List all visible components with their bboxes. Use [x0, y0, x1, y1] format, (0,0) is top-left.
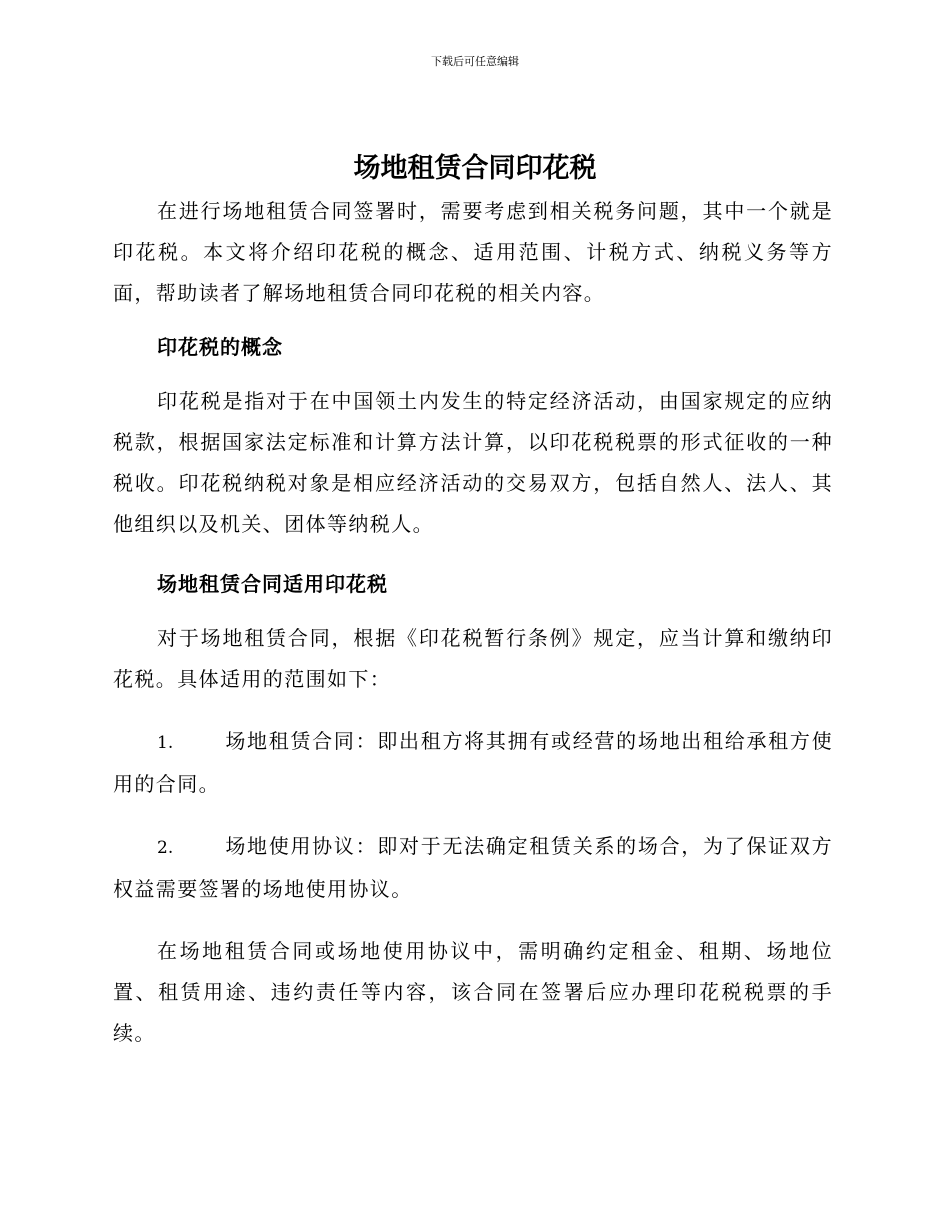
header-note: 下载后可任意编辑	[431, 55, 519, 68]
closing-paragraph: 在场地租赁合同或场地使用协议中，需明确约定租金、租期、场地位置、租赁用途、违约责任等内容，该合同在签署后应办理印花税税票的手续。	[113, 939, 833, 1045]
applicability-paragraph: 对于场地租赁合同，根据《印花税暂行条例》规定，应当计算和缴纳印花税。具体适用的范围如下：	[113, 626, 833, 691]
section-heading-applicability: 场地租赁合同适用印花税	[157, 572, 388, 596]
list-number: 2.	[157, 838, 174, 858]
list-number: 1.	[157, 733, 174, 753]
section-heading-concept: 印花税的概念	[157, 335, 283, 359]
list-item	[113, 721, 833, 805]
document-title: 场地租赁合同印花税	[353, 153, 597, 184]
list-item-text: 场地租赁合同：即出租方将其拥有或经营的场地出租给承租方使用的合同。	[113, 729, 833, 796]
document-body	[113, 191, 833, 1054]
intro-paragraph: 在进行场地租赁合同签署时，需要考虑到相关税务问题，其中一个就是印花税。本文将介绍印花税的概念、适用范围、计税方式、纳税义务等方面，帮助读者了解场地租赁合同印花税的相关内容。	[113, 199, 833, 305]
concept-paragraph: 印花税是指对于在中国领土内发生的特定经济活动，由国家规定的应纳税款，根据国家法定标准和计算方法计算，以印花税税票的形式征收的一种税收。印花税纳税对象是相应经济活动的交易双方，包括自然人、法人、其他组织以及机关、团体等纳税人。	[113, 389, 833, 536]
list-item	[113, 826, 833, 910]
list-item-text: 场地使用协议：即对于无法确定租赁关系的场合，为了保证双方权益需要签署的场地使用协议。	[113, 834, 833, 901]
